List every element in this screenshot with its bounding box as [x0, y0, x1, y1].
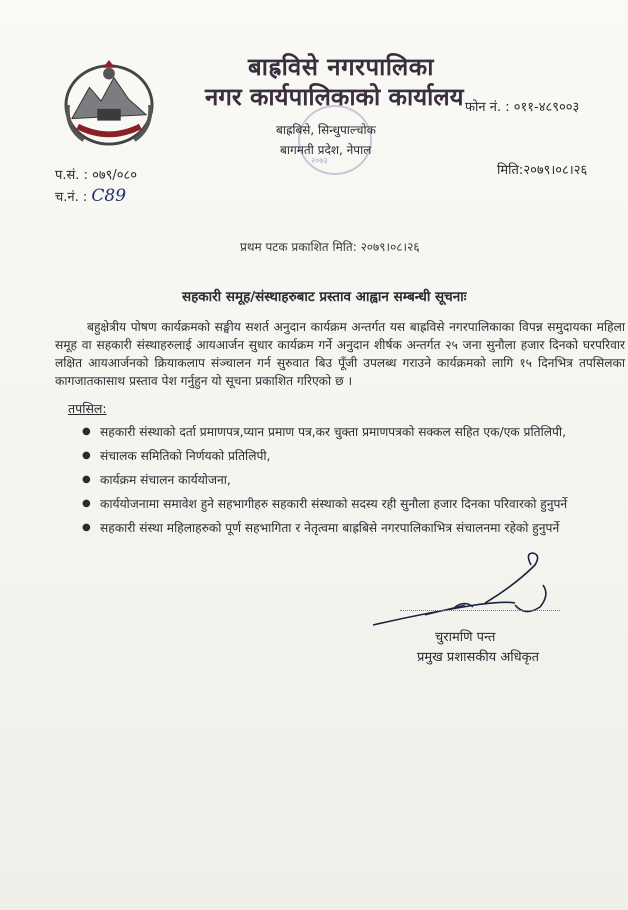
municipality-name: बाह्रविसे नगरपालिका	[248, 53, 434, 81]
signature	[365, 545, 575, 635]
published-label: प्रथम पटक प्रकाशित मिति:	[240, 240, 357, 254]
tapsil-label: तपसिल:	[68, 401, 107, 416]
notice-body: बहुक्षेत्रीय पोषण कार्यक्रमको सङ्घीय सशर्त अनुदान कार्यक्रम अन्तर्गत यस बाह्रविसे नगरपालिकाका विपन्न समुदायका महिला समूह वा सहकारी संस्थाहरुलाई आयआर्जन सुधार कार्यक्रम गर्ने अनुदान शीर्षक अन्तर्गत २५ जना सुनौला हजार दिनको घरपरिवार लक्षित आयआर्जनको क्रियाकलाप संञ्चालन गर्न सुरुवात बिउ पूँजी उपलब्ध गराउने कार्यक्रमको लागि १५ दिनभित्र तपसिलका कागजातकासाथ प्रस्ताव पेश गर्नुहुन यो सूचना प्रकाशित गरिएको छ ।	[55, 320, 625, 388]
published-value: २०७९।०८।२६	[360, 240, 420, 254]
office-name: नगर कार्यपालिकाको कार्यालय	[205, 83, 464, 111]
list-item: ● सहकारी संस्था महिलाहरुको पूर्ण सहभागिता र नेतृत्वमा बाह्रबिसे नगरपालिकाभित्र संचालनमा रहेको हुनुपर्ने	[82, 520, 628, 536]
list-item: ● कार्ययोजनामा समावेश हुने सहभागीहरु सहकारी संस्थाको सदस्य रही सुनौला हजार दिनका परिवारको हुनुपर्ने	[82, 496, 628, 512]
phone-number	[465, 97, 579, 115]
chalani-value: C89	[91, 186, 127, 206]
patra-value: ०७९/०८०	[92, 168, 138, 183]
list-item: ● कार्यक्रम संचालन कार्ययोजना,	[82, 472, 628, 488]
list-item: ● संचालक समितिको निर्णयको प्रतिलिपी,	[82, 448, 628, 464]
address-block	[268, 103, 408, 175]
nepal-emblem-icon	[60, 58, 158, 148]
signatory-name: चुरामणि पन्त	[435, 630, 496, 645]
patra-label: प.सं. :	[55, 168, 88, 183]
chalani-label: च.नं. :	[55, 190, 88, 205]
office-seal	[298, 105, 372, 175]
phone-label: फोन नं. :	[465, 100, 510, 115]
date-label: मिति:	[497, 163, 524, 178]
notice-heading: सहकारी समूह/संस्थाहरुबाट प्रस्ताव आह्वान सम्बन्धी सूचनाः	[182, 289, 467, 305]
seal-text: २०७३	[311, 156, 328, 165]
patra-sankhya	[55, 165, 137, 183]
address-line-2: बागमती प्रदेश, नेपाल	[280, 143, 372, 157]
requirements-list	[82, 416, 628, 536]
letter-date	[497, 160, 587, 178]
chalani-number	[55, 186, 126, 206]
list-item: ● सहकारी संस्थाको दर्ता प्रमाणपत्र,प्यान प्रमाण पत्र,कर चुक्ता प्रमाणपत्रको सक्कल सहित एक/एक प्रतिलिपी,	[82, 424, 628, 440]
date-value: २०७९।०८।२६	[523, 163, 588, 178]
phone-value: ०११-४८९००३	[513, 100, 580, 115]
signatory-title: प्रमुख प्रशासकीय अधिकृत	[417, 650, 540, 665]
address-line-1: बाह्रबिसे, सिन्धुपाल्चोक	[276, 123, 376, 137]
published-date	[240, 238, 420, 255]
signature-line	[400, 610, 560, 611]
